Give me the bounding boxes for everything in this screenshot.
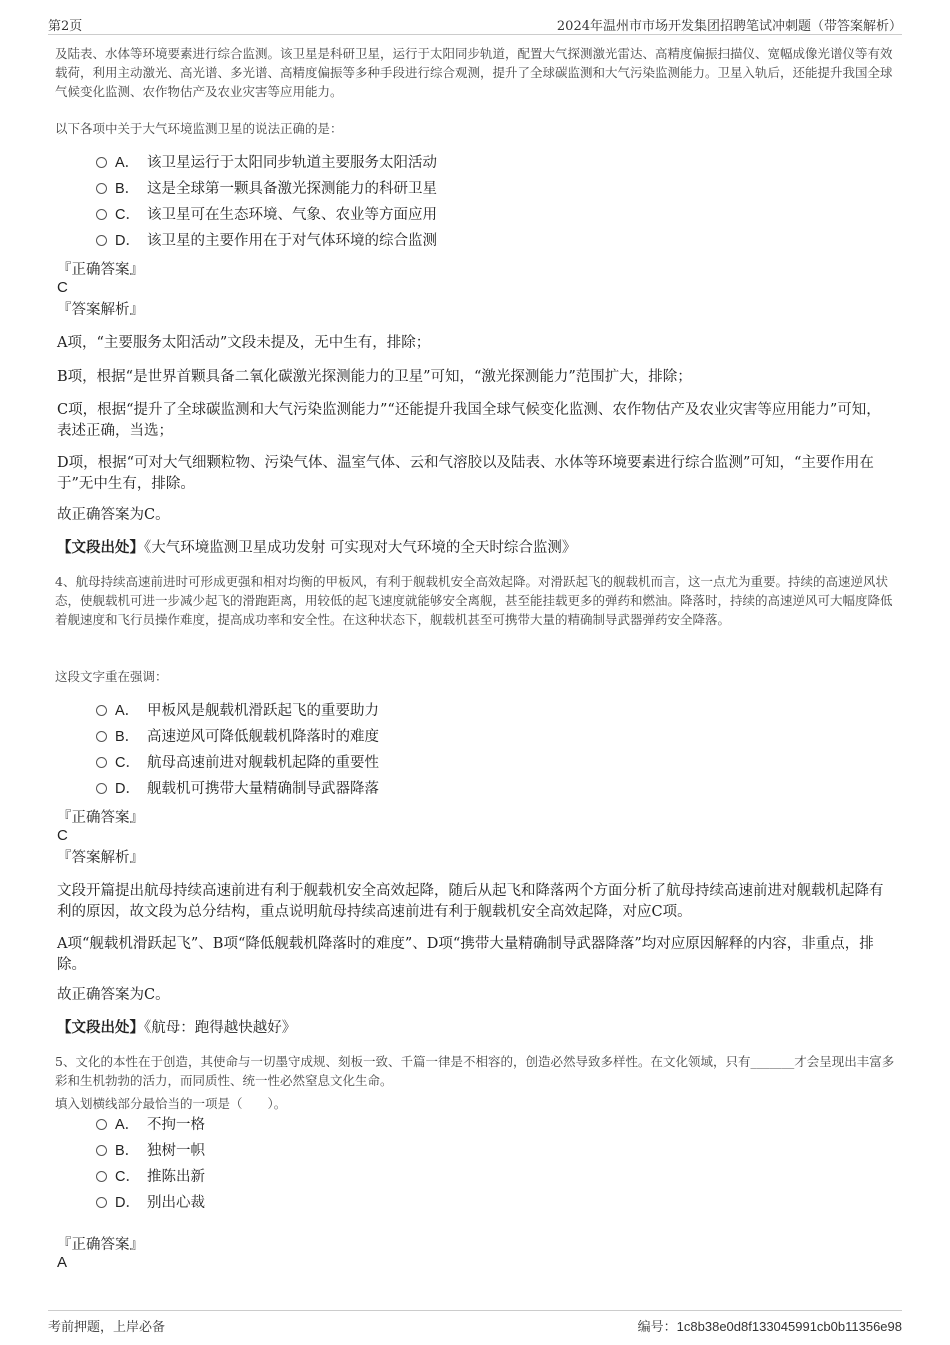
radio-icon[interactable] [96,235,107,246]
q5-stem: 填入划横线部分最恰当的一项是（ ）。 [55,1096,287,1111]
page-header [48,12,902,35]
q3-option-d[interactable]: D． 该卫星的主要作用在于对气体环境的综合监测 [96,230,437,252]
q5-option-c[interactable]: C． 推陈出新 [96,1166,205,1188]
radio-icon[interactable] [96,757,107,768]
radio-icon[interactable] [96,1197,107,1208]
q3-answer-label: 『正确答案』 [57,262,144,278]
q4-stem: 这段文字重在强调： [55,669,168,684]
footer-serial: 编号：1c8b38e0d8f133045991cb0b11356e98 [637,1319,902,1334]
radio-icon[interactable] [96,783,107,794]
q3-source-text: 《大气环境监测卫星成功发射 可实现对大气环境的全天时综合监测》 [144,540,577,556]
radio-icon[interactable] [96,1119,107,1130]
q3-passage-tail: 及陆表、水体等环境要素进行综合监测。该卫星是科研卫星，运行于太阳同步轨道，配置大气探测激光雷达、高精度偏振扫描仪、宽幅成像光谱仪等有效载荷，利用主动激光、高光谱、多光谱、高精度偏振等多种手段进行综合观测，提升了全球碳监测和大气污染监测能力。卫星入轨后，还能提升我国全球气候变化监测、农作物估产及农业灾害等应用能力。 [55,46,893,99]
q3-conclusion: 故正确答案为C。 [57,507,170,523]
radio-icon[interactable] [96,157,107,168]
q3-analysis-label: 『答案解析』 [57,302,144,318]
q3-source-label: 【文段出处】 [57,539,144,556]
q3-option-c[interactable]: C． 该卫星可在生态环境、气象、农业等方面应用 [96,204,437,226]
q4-option-d[interactable]: D． 舰载机可携带大量精确制导武器降落 [96,778,379,800]
q4-passage: 4、航母持续高速前进时可形成更强和相对均衡的甲板风，有利于舰载机安全高效起降。对滑跃起飞的舰载机而言，这一点尤为重要。持续的高速逆风状态，使舰载机可进一步减少起飞的滑跑距离，用较低的起飞速度就能够安全离舰，甚至能挂载更多的弹药和燃油。降落时，持续的高速逆风可大幅度降低着舰速度和飞行员操作难度，提高成功率和安全性。在这种状态下，舰载机甚至可携带大量的精确制导武器弹药安全降落。 [55,574,893,627]
q5-option-b[interactable]: B． 独树一帜 [96,1140,205,1162]
q5-option-d[interactable]: D． 别出心裁 [96,1192,205,1214]
q4-source [57,1017,296,1039]
q4-analysis-others: A项“舰载机滑跃起飞”、B项“降低舰载机降落时的难度”、D项“携带大量精确制导武器降落”均对应原因解释的内容，非重点，排除。 [57,936,874,973]
radio-icon[interactable] [96,1171,107,1182]
q5-answer: A [57,1254,68,1271]
q4-option-a[interactable]: A． 甲板风是舰载机滑跃起飞的重要助力 [96,700,379,722]
q3-stem: 以下各项中关于大气环境监测卫星的说法正确的是： [55,121,343,136]
page-number: 第2页 [48,19,83,34]
radio-icon[interactable] [96,705,107,716]
q4-option-b[interactable]: B． 高速逆风可降低舰载机降落时的难度 [96,726,379,748]
q3-analysis-b: B项，根据“是世界首颗具备二氧化碳激光探测能力的卫星”可知，“激光探测能力”范围扩大，排除； [57,369,692,385]
radio-icon[interactable] [96,183,107,194]
radio-icon[interactable] [96,1145,107,1156]
radio-icon[interactable] [96,731,107,742]
q4-answer: C [57,827,68,844]
q4-analysis-main: 文段开篇提出航母持续高速前进有利于舰载机安全高效起降，随后从起飞和降落两个方面分析了航母持续高速前进对舰载机起降有利的原因，故文段为总分结构，重点说明航母持续高速前进有利于舰载机安全高效起降，对应C项。 [57,883,884,920]
q5-option-a[interactable]: A． 不拘一格 [96,1114,205,1136]
q5-answer-label: 『正确答案』 [57,1237,144,1253]
q3-analysis-c: C项，根据“提升了全球碳监测和大气污染监测能力”“还能提升我国全球气候变化监测、农作物估产及农业灾害等应用能力”可知，表述正确，当选； [57,402,881,439]
q3-option-a[interactable]: A． 该卫星运行于太阳同步轨道主要服务太阳活动 [96,152,437,174]
q3-source [57,537,576,559]
q3-option-b[interactable]: B． 这是全球第一颗具备激光探测能力的科研卫星 [96,178,437,200]
q4-analysis-label: 『答案解析』 [57,850,144,866]
q4-option-c[interactable]: C． 航母高速前进对舰载机起降的重要性 [96,752,379,774]
footer-slogan: 考前押题，上岸必备 [48,1320,166,1335]
page-footer [48,1310,902,1337]
q3-analysis-a: A项，“主要服务太阳活动”文段未提及，无中生有，排除； [57,335,431,351]
q3-analysis-d: D项，根据“可对大气细颗粒物、污染气体、温室气体、云和气溶胶以及陆表、水体等环境要素进行综合监测”可知，“主要作用在于”无中生有，排除。 [57,455,874,492]
q5-passage: 5、文化的本性在于创造，其使命与一切墨守成规、刻板一致、千篇一律是不相容的，创造必然导致多样性。在文化领域，只有_______才会呈现出丰富多彩和生机勃勃的活力，而同质性、统一性必然窒息文化生命。 [55,1054,895,1088]
q4-source-text: 《航母：跑得越快越好》 [144,1020,297,1036]
document-title: 2024年温州市市场开发集团招聘笔试冲刺题（带答案解析） [556,19,902,34]
q4-answer-label: 『正确答案』 [57,810,144,826]
q4-conclusion: 故正确答案为C。 [57,987,170,1003]
q4-source-label: 【文段出处】 [57,1019,144,1036]
q3-answer: C [57,279,68,296]
radio-icon[interactable] [96,209,107,220]
